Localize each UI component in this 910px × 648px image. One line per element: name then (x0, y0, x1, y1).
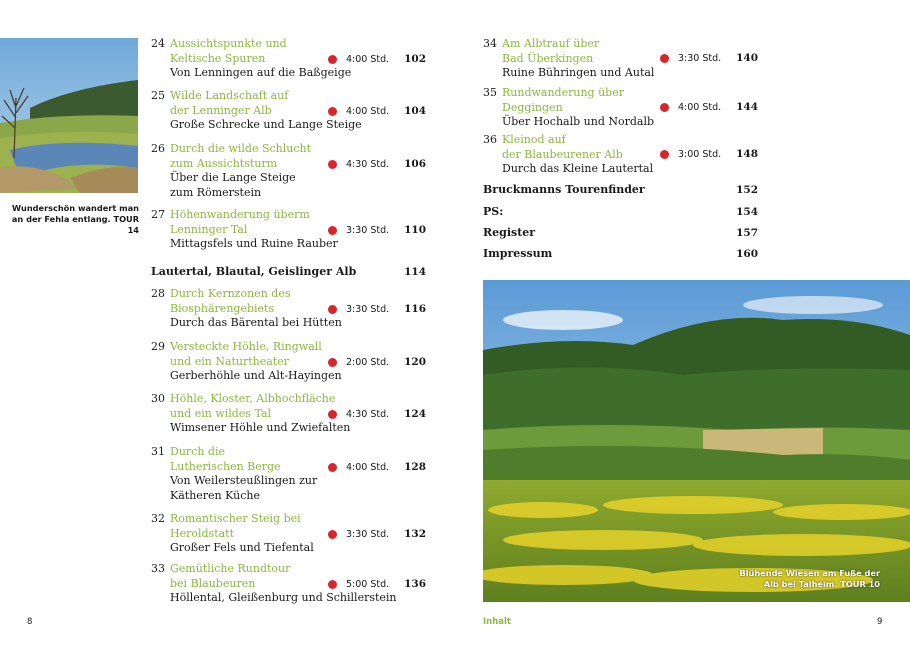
tour-page: 144 (736, 101, 758, 113)
tour-subtitle: Kätheren Küche (170, 488, 260, 502)
tour-title: Durch die (170, 445, 225, 458)
tour-page: 110 (404, 224, 426, 236)
toc-section-heading[interactable] (151, 265, 426, 279)
tour-number: 35 (483, 86, 497, 99)
tour-duration: 4:30 Std. (346, 409, 390, 420)
tour-page: 136 (404, 578, 426, 590)
section-page: 114 (404, 266, 426, 278)
toc-extra-ps[interactable] (483, 205, 758, 219)
tour-page: 116 (404, 303, 426, 315)
toc-extra-tourenfinder[interactable] (483, 183, 758, 197)
tour-title: Lutherischen Berge (170, 459, 281, 473)
tour-subtitle: Großer Fels und Tiefental (170, 541, 314, 554)
footer-section-label: Inhalt (483, 617, 511, 627)
tour-page: 106 (404, 158, 426, 170)
difficulty-dot-icon (660, 103, 669, 112)
tour-page: 140 (736, 52, 758, 64)
tour-page: 120 (404, 356, 426, 368)
tour-duration: 3:30 Std. (678, 53, 722, 64)
tour-title: Durch Kernzonen des (170, 287, 291, 300)
difficulty-dot-icon (328, 305, 337, 314)
tour-title: der Lenninger Alb (170, 103, 272, 117)
tour-title: Aussichtspunkte und (170, 37, 287, 50)
tour-title: Keltische Spuren (170, 51, 266, 65)
tour-number: 26 (151, 142, 165, 155)
tour-page: 148 (736, 148, 758, 160)
difficulty-dot-icon (328, 580, 337, 589)
tour-title: bei Blaubeuren (170, 576, 256, 590)
tour-title: und ein Naturtheater (170, 354, 290, 368)
difficulty-dot-icon (328, 55, 337, 64)
difficulty-dot-icon (328, 226, 337, 235)
tour-subtitle: Von Lenningen auf die Baßgeige (170, 66, 352, 79)
tour-number: 31 (151, 445, 165, 458)
extra-page: 160 (736, 248, 758, 260)
tour-subtitle: Ruine Bühringen und Autal (502, 66, 655, 79)
photo-fehla-river (0, 38, 138, 193)
tour-title: Gemütliche Rundtour (170, 562, 291, 575)
tour-title: Wilde Landschaft auf (170, 89, 289, 102)
tour-subtitle: Über die Lange Steige (170, 171, 296, 184)
tour-duration: 3:00 Std. (678, 149, 722, 160)
tour-number: 27 (151, 208, 165, 221)
difficulty-dot-icon (328, 160, 337, 169)
tour-number: 24 (151, 37, 165, 50)
tour-subtitle: Mittagsfels und Ruine Rauber (170, 237, 338, 250)
tour-title: Am Albtrauf über (502, 37, 600, 50)
tour-subtitle: zum Römerstein (170, 185, 262, 199)
tour-title: Romantischer Steig bei (170, 512, 301, 525)
tour-title: Höhle, Kloster, Albhochfläche (170, 392, 336, 405)
tour-title: Rundwanderung über (502, 86, 624, 99)
tour-page: 102 (404, 53, 426, 65)
tour-title: Lenninger Tal (170, 222, 248, 236)
tour-title: zum Aussichtsturm (170, 156, 278, 170)
extra-label: PS: (483, 205, 504, 218)
difficulty-dot-icon (660, 54, 669, 63)
tour-subtitle: Wimsener Höhle und Zwiefalten (170, 421, 351, 434)
tour-title: Höhenwanderung überm (170, 208, 310, 221)
difficulty-dot-icon (328, 410, 337, 419)
extra-label: Register (483, 226, 536, 239)
tour-duration: 4:00 Std. (346, 54, 390, 65)
tour-subtitle: Gerberhöhle und Alt-Hayingen (170, 369, 342, 382)
extra-label: Bruckmanns Tourenfinder (483, 183, 645, 196)
tour-title: der Blaubeurener Alb (502, 147, 623, 161)
tour-duration: 3:30 Std. (346, 529, 390, 540)
tour-number: 33 (151, 562, 165, 575)
difficulty-dot-icon (328, 463, 337, 472)
tour-number: 32 (151, 512, 165, 525)
tour-page: 132 (404, 528, 426, 540)
tour-title: Versteckte Höhle, Ringwall (170, 340, 322, 353)
tour-title: Deggingen (502, 100, 563, 114)
tour-duration: 5:00 Std. (346, 579, 390, 590)
tour-number: 30 (151, 392, 165, 405)
tour-number: 29 (151, 340, 165, 353)
page-number-left: 8 (27, 617, 33, 627)
tour-subtitle: Große Schrecke und Lange Steige (170, 118, 362, 131)
extra-page: 157 (736, 227, 758, 239)
tour-duration: 4:00 Std. (346, 106, 390, 117)
tour-number: 34 (483, 37, 497, 50)
tour-subtitle: Höllental, Gleißenburg und Schillerstein (170, 591, 397, 604)
tour-subtitle: Durch das Kleine Lautertal (502, 162, 654, 175)
tour-number: 28 (151, 287, 165, 300)
tour-title: Kleinod auf (502, 133, 566, 146)
photo-caption-right: Blühende Wiesen am Fuße der Alb bei Talheim. TOUR 10 (739, 568, 880, 589)
extra-page: 152 (736, 184, 758, 196)
difficulty-dot-icon (328, 358, 337, 367)
difficulty-dot-icon (328, 107, 337, 116)
tour-duration: 3:30 Std. (346, 304, 390, 315)
tour-duration: 2:00 Std. (346, 357, 390, 368)
tour-subtitle: Durch das Bärental bei Hütten (170, 316, 342, 329)
photo-caption-left: Wunderschön wandert man an der Fehla entlang. TOUR 14 (11, 203, 139, 235)
tour-page: 104 (404, 105, 426, 117)
photo-talheim-meadow (483, 280, 910, 602)
tour-duration: 3:30 Std. (346, 225, 390, 236)
tour-title: Bad Überkingen (502, 51, 594, 65)
extra-label: Impressum (483, 247, 553, 260)
tour-duration: 4:00 Std. (346, 462, 390, 473)
toc-extra-register[interactable] (483, 226, 758, 240)
tour-page: 128 (404, 461, 426, 473)
tour-subtitle: Über Hochalb und Nordalb (502, 115, 655, 128)
toc-extra-impressum[interactable] (483, 247, 758, 261)
tour-number: 25 (151, 89, 165, 102)
page-number-right: 9 (877, 617, 883, 627)
tour-duration: 4:30 Std. (346, 159, 390, 170)
tour-subtitle: Von Weilersteußlingen zur (170, 474, 318, 487)
extra-page: 154 (736, 206, 758, 218)
tour-page: 124 (404, 408, 426, 420)
difficulty-dot-icon (660, 150, 669, 159)
difficulty-dot-icon (328, 530, 337, 539)
tour-title: und ein wildes Tal (170, 406, 272, 420)
tour-number: 36 (483, 133, 497, 146)
tour-title: Heroldstatt (170, 526, 235, 540)
tour-title: Biosphärengebiets (170, 301, 275, 315)
tour-duration: 4:00 Std. (678, 102, 722, 113)
tour-title: Durch die wilde Schlucht (170, 142, 312, 155)
section-title: Lautertal, Blautal, Geislinger Alb (151, 265, 357, 278)
